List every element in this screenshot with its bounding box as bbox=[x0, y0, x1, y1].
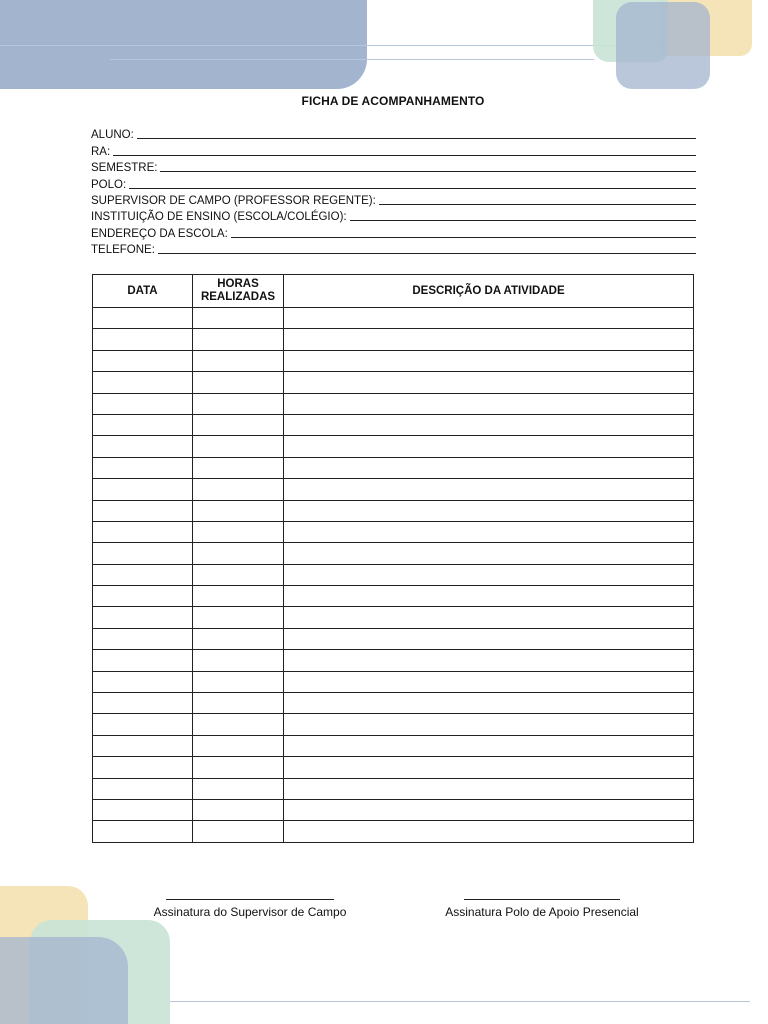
field-label: SEMESTRE: bbox=[91, 162, 158, 175]
cell-horas[interactable] bbox=[193, 628, 284, 649]
activity-log-table bbox=[92, 274, 694, 843]
signature-label: Assinatura do Supervisor de Campo bbox=[153, 905, 347, 919]
field-blank-line[interactable] bbox=[158, 253, 696, 254]
cell-horas[interactable] bbox=[193, 521, 284, 542]
cell-data[interactable] bbox=[93, 500, 193, 521]
table-row bbox=[93, 650, 694, 671]
cell-horas[interactable] bbox=[193, 308, 284, 329]
field-blank-line[interactable] bbox=[160, 171, 696, 172]
field-endereco[interactable] bbox=[91, 224, 696, 240]
signature-label: Assinatura Polo de Apoio Presencial bbox=[445, 905, 639, 919]
table-row bbox=[93, 372, 694, 393]
cell-descricao[interactable] bbox=[284, 821, 694, 842]
cell-horas[interactable] bbox=[193, 735, 284, 756]
cell-descricao[interactable] bbox=[284, 714, 694, 735]
field-semestre[interactable] bbox=[91, 159, 696, 175]
column-header-horas: HORAS REALIZADAS bbox=[193, 275, 284, 308]
cell-data[interactable] bbox=[93, 436, 193, 457]
field-label: RA: bbox=[91, 145, 111, 158]
cell-horas[interactable] bbox=[193, 393, 284, 414]
signature-polo bbox=[432, 899, 652, 919]
header-blue-square bbox=[616, 2, 710, 89]
cell-horas[interactable] bbox=[193, 671, 284, 692]
cell-descricao[interactable] bbox=[284, 693, 694, 714]
cell-data[interactable] bbox=[93, 799, 193, 820]
signature-supervisor bbox=[140, 899, 360, 919]
field-label: ALUNO: bbox=[91, 129, 134, 142]
cell-horas[interactable] bbox=[193, 693, 284, 714]
field-label: TELEFONE: bbox=[91, 244, 155, 257]
cell-horas[interactable] bbox=[193, 436, 284, 457]
cell-descricao[interactable] bbox=[284, 735, 694, 756]
cell-descricao[interactable] bbox=[284, 671, 694, 692]
cell-horas[interactable] bbox=[193, 778, 284, 799]
cell-descricao[interactable] bbox=[284, 521, 694, 542]
footer-rule-line bbox=[170, 1001, 750, 1002]
cell-descricao[interactable] bbox=[284, 564, 694, 585]
cell-data[interactable] bbox=[93, 714, 193, 735]
cell-descricao[interactable] bbox=[284, 778, 694, 799]
field-blank-line[interactable] bbox=[129, 188, 696, 189]
cell-descricao[interactable] bbox=[284, 329, 694, 350]
cell-data[interactable] bbox=[93, 778, 193, 799]
table-row bbox=[93, 329, 694, 350]
cell-descricao[interactable] bbox=[284, 414, 694, 435]
table-row bbox=[93, 671, 694, 692]
cell-horas[interactable] bbox=[193, 586, 284, 607]
field-aluno[interactable] bbox=[91, 126, 696, 142]
cell-data[interactable] bbox=[93, 350, 193, 371]
footer-blue-shape bbox=[0, 937, 128, 1024]
table-row bbox=[93, 564, 694, 585]
cell-horas[interactable] bbox=[193, 607, 284, 628]
field-blank-line[interactable] bbox=[113, 155, 696, 156]
table-row bbox=[93, 436, 694, 457]
cell-data[interactable] bbox=[93, 457, 193, 478]
field-ra[interactable] bbox=[91, 142, 696, 158]
cell-descricao[interactable] bbox=[284, 607, 694, 628]
cell-descricao[interactable] bbox=[284, 628, 694, 649]
cell-descricao[interactable] bbox=[284, 586, 694, 607]
field-blank-line[interactable] bbox=[231, 237, 696, 238]
field-label: POLO: bbox=[91, 178, 127, 191]
field-blank-line[interactable] bbox=[379, 204, 696, 205]
table-row bbox=[93, 821, 694, 842]
table-row bbox=[93, 693, 694, 714]
field-supervisor[interactable] bbox=[91, 192, 696, 208]
cell-data[interactable] bbox=[93, 543, 193, 564]
table-body bbox=[93, 308, 694, 843]
table-row bbox=[93, 393, 694, 414]
table-row bbox=[93, 479, 694, 500]
table-row bbox=[93, 628, 694, 649]
signature-line[interactable] bbox=[464, 899, 620, 900]
cell-descricao[interactable] bbox=[284, 372, 694, 393]
cell-horas[interactable] bbox=[193, 350, 284, 371]
field-label: SUPERVISOR DE CAMPO (PROFESSOR REGENTE): bbox=[91, 194, 376, 207]
cell-horas[interactable] bbox=[193, 372, 284, 393]
cell-descricao[interactable] bbox=[284, 436, 694, 457]
cell-horas[interactable] bbox=[193, 329, 284, 350]
cell-data[interactable] bbox=[93, 414, 193, 435]
field-blank-line[interactable] bbox=[137, 138, 696, 139]
cell-descricao[interactable] bbox=[284, 479, 694, 500]
table-row bbox=[93, 414, 694, 435]
field-label: ENDEREÇO DA ESCOLA: bbox=[91, 227, 228, 240]
column-header-data: DATA bbox=[93, 275, 193, 308]
cell-descricao[interactable] bbox=[284, 308, 694, 329]
cell-data[interactable] bbox=[93, 564, 193, 585]
cell-data[interactable] bbox=[93, 372, 193, 393]
table-row bbox=[93, 308, 694, 329]
cell-data[interactable] bbox=[93, 671, 193, 692]
cell-descricao[interactable] bbox=[284, 393, 694, 414]
cell-horas[interactable] bbox=[193, 821, 284, 842]
cell-data[interactable] bbox=[93, 479, 193, 500]
table-row bbox=[93, 457, 694, 478]
cell-descricao[interactable] bbox=[284, 500, 694, 521]
table-row bbox=[93, 607, 694, 628]
table-row bbox=[93, 543, 694, 564]
cell-data[interactable] bbox=[93, 693, 193, 714]
cell-descricao[interactable] bbox=[284, 757, 694, 778]
cell-data[interactable] bbox=[93, 521, 193, 542]
cell-data[interactable] bbox=[93, 607, 193, 628]
cell-horas[interactable] bbox=[193, 543, 284, 564]
table-row bbox=[93, 586, 694, 607]
cell-horas[interactable] bbox=[193, 414, 284, 435]
table-row bbox=[93, 778, 694, 799]
cell-descricao[interactable] bbox=[284, 457, 694, 478]
field-instituicao[interactable] bbox=[91, 208, 696, 224]
field-telefone[interactable] bbox=[91, 241, 696, 257]
table-row bbox=[93, 521, 694, 542]
table-row bbox=[93, 735, 694, 756]
cell-data[interactable] bbox=[93, 735, 193, 756]
field-label: INSTITUIÇÃO DE ENSINO (ESCOLA/COLÉGIO): bbox=[91, 211, 347, 224]
table-row bbox=[93, 350, 694, 371]
cell-descricao[interactable] bbox=[284, 543, 694, 564]
cell-data[interactable] bbox=[93, 329, 193, 350]
table-row bbox=[93, 757, 694, 778]
cell-horas[interactable] bbox=[193, 650, 284, 671]
cell-horas[interactable] bbox=[193, 799, 284, 820]
table-header-row bbox=[93, 275, 694, 308]
cell-data[interactable] bbox=[93, 757, 193, 778]
table-row bbox=[93, 500, 694, 521]
field-blank-line[interactable] bbox=[350, 220, 696, 221]
cell-data[interactable] bbox=[93, 821, 193, 842]
column-header-descricao: DESCRIÇÃO DA ATIVIDADE bbox=[284, 275, 694, 308]
table-row bbox=[93, 799, 694, 820]
cell-descricao[interactable] bbox=[284, 650, 694, 671]
student-info-fields bbox=[91, 126, 696, 257]
cell-horas[interactable] bbox=[193, 457, 284, 478]
document-title: FICHA DE ACOMPANHAMENTO bbox=[301, 94, 485, 108]
cell-data[interactable] bbox=[93, 628, 193, 649]
header-rule-line-2 bbox=[110, 59, 594, 60]
cell-horas[interactable] bbox=[193, 564, 284, 585]
signature-line[interactable] bbox=[166, 899, 334, 900]
field-polo[interactable] bbox=[91, 175, 696, 191]
cell-horas[interactable] bbox=[193, 479, 284, 500]
cell-horas[interactable] bbox=[193, 714, 284, 735]
cell-data[interactable] bbox=[93, 308, 193, 329]
cell-data[interactable] bbox=[93, 393, 193, 414]
table-row bbox=[93, 714, 694, 735]
cell-horas[interactable] bbox=[193, 757, 284, 778]
cell-data[interactable] bbox=[93, 586, 193, 607]
cell-data[interactable] bbox=[93, 650, 193, 671]
cell-descricao[interactable] bbox=[284, 350, 694, 371]
cell-horas[interactable] bbox=[193, 500, 284, 521]
cell-descricao[interactable] bbox=[284, 799, 694, 820]
